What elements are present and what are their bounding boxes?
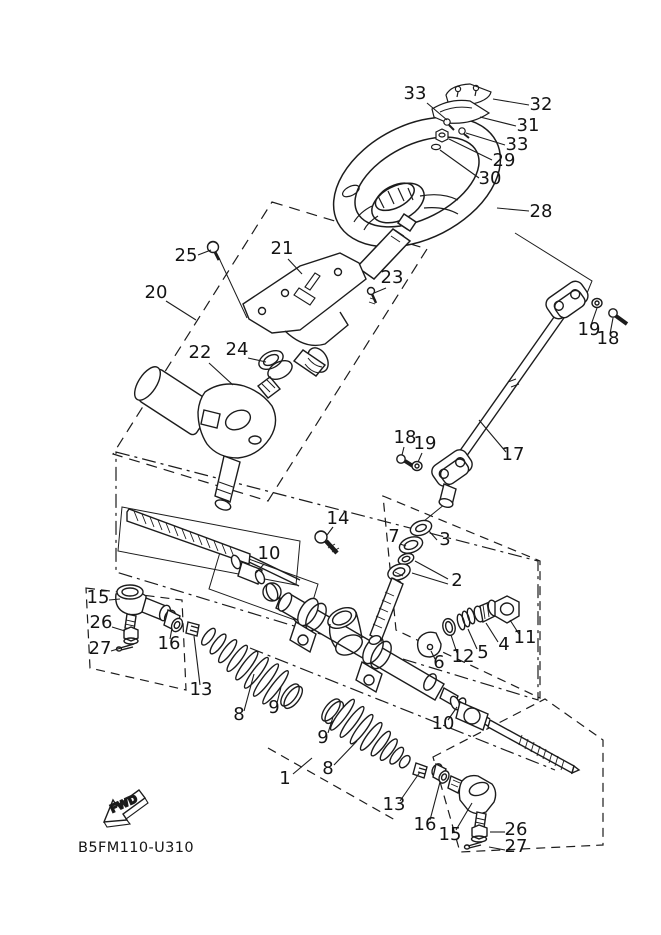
callout-7: 7 bbox=[388, 526, 400, 547]
nut-26-right bbox=[472, 825, 488, 842]
washer-19-upper bbox=[592, 299, 602, 308]
callout-33: 33 bbox=[403, 83, 427, 104]
gear-housing bbox=[198, 384, 276, 458]
callout-17: 17 bbox=[501, 444, 525, 465]
wheel-washer-30 bbox=[432, 144, 441, 149]
inner-tie-rod-lower bbox=[449, 695, 488, 730]
callout-16: 16 bbox=[413, 814, 437, 835]
part-code: B5FM110-U310 bbox=[78, 840, 195, 856]
callout-30: 30 bbox=[478, 168, 502, 189]
callout-10: 10 bbox=[431, 713, 455, 734]
callout-13: 13 bbox=[189, 679, 213, 700]
callout-leader-2 bbox=[415, 561, 448, 579]
callout-leader-22 bbox=[209, 363, 233, 385]
callout-leader-19 bbox=[418, 453, 422, 462]
boot-clamp-13-left bbox=[186, 622, 199, 636]
callout-24: 24 bbox=[225, 339, 249, 360]
rack-rod-right bbox=[449, 695, 579, 773]
fwd-label: FWD bbox=[107, 792, 140, 816]
callout-8: 8 bbox=[322, 758, 334, 779]
callout-32: 32 bbox=[529, 94, 553, 115]
callout-13: 13 bbox=[382, 794, 406, 815]
callout-29: 29 bbox=[492, 150, 516, 171]
boot-lower bbox=[318, 696, 427, 779]
callout-leader-8 bbox=[334, 741, 357, 765]
boot-clamp-13-lower bbox=[413, 763, 427, 778]
bushing-16-right bbox=[430, 762, 451, 785]
callout-2: 2 bbox=[451, 570, 463, 591]
callout-leader-32 bbox=[493, 99, 529, 105]
callout-22: 22 bbox=[188, 342, 212, 363]
motor-22 bbox=[130, 363, 276, 458]
callout-12: 12 bbox=[451, 646, 475, 667]
washer-3 bbox=[408, 518, 433, 539]
nut-26-left bbox=[124, 627, 138, 644]
callout-16: 16 bbox=[157, 633, 181, 654]
bolt-18-upper bbox=[609, 309, 627, 324]
callout-leader-4 bbox=[486, 623, 498, 642]
cotter-pin-27-right bbox=[465, 842, 483, 849]
oring-12 bbox=[441, 617, 457, 637]
callout-leader-2 bbox=[412, 573, 448, 584]
pinion-axis-line bbox=[424, 504, 445, 521]
callout-leader-20 bbox=[166, 301, 196, 320]
callout-27: 27 bbox=[504, 836, 528, 857]
callout-31: 31 bbox=[516, 115, 540, 136]
callout-23: 23 bbox=[380, 267, 404, 288]
damper-24 bbox=[256, 347, 295, 383]
callout-27: 27 bbox=[88, 638, 112, 659]
callout-leader-23 bbox=[374, 288, 386, 293]
callout-11: 11 bbox=[513, 627, 537, 648]
fwd-arrow bbox=[104, 790, 148, 827]
gear-output-shaft bbox=[214, 456, 240, 512]
callout-15: 15 bbox=[438, 824, 462, 845]
bolt-23 bbox=[368, 288, 377, 305]
callout-19: 19 bbox=[413, 433, 437, 454]
callout-8: 8 bbox=[233, 704, 245, 725]
callout-20: 20 bbox=[144, 282, 168, 303]
bolt25-line bbox=[219, 258, 247, 318]
callout-9: 9 bbox=[268, 697, 280, 718]
callout-leader-25 bbox=[198, 250, 211, 255]
callout-leader-13 bbox=[194, 636, 200, 685]
callout-18: 18 bbox=[596, 328, 620, 349]
pinion-shaft bbox=[368, 572, 403, 646]
callout-leader-3 bbox=[429, 531, 437, 540]
ujoint-shaft-drawing bbox=[397, 278, 627, 509]
callout-leader-28 bbox=[497, 208, 529, 211]
callout-leader-27 bbox=[489, 847, 505, 850]
callout-33: 33 bbox=[505, 134, 529, 155]
callout-28: 28 bbox=[529, 201, 553, 222]
column-bracket-21 bbox=[243, 253, 366, 333]
nut-11 bbox=[495, 596, 519, 623]
ujoint-upper bbox=[543, 278, 592, 323]
callout-25: 25 bbox=[174, 245, 198, 266]
callout-9: 9 bbox=[317, 727, 329, 748]
callout-5: 5 bbox=[477, 642, 489, 663]
callout-19: 19 bbox=[577, 319, 601, 340]
callout-6: 6 bbox=[433, 652, 445, 673]
spring-5 bbox=[456, 607, 476, 630]
callout-leader-26 bbox=[112, 627, 125, 631]
callout-21: 21 bbox=[270, 238, 294, 259]
callout-1: 1 bbox=[279, 768, 291, 789]
callout-14: 14 bbox=[326, 508, 350, 529]
wheel-nut-29 bbox=[436, 129, 448, 142]
callout-3: 3 bbox=[439, 529, 451, 550]
callout-18: 18 bbox=[393, 427, 417, 448]
callout-10: 10 bbox=[257, 543, 281, 564]
cotter-pin-27-left bbox=[117, 644, 135, 651]
callout-leader-31 bbox=[480, 117, 516, 126]
callout-15: 15 bbox=[86, 587, 110, 608]
washer-19-lower bbox=[412, 462, 422, 471]
callout-leader-18 bbox=[402, 447, 404, 455]
callout-4: 4 bbox=[498, 634, 510, 655]
rack-assembly-box bbox=[116, 452, 538, 700]
callout-26: 26 bbox=[89, 612, 113, 633]
callout-26: 26 bbox=[504, 819, 528, 840]
